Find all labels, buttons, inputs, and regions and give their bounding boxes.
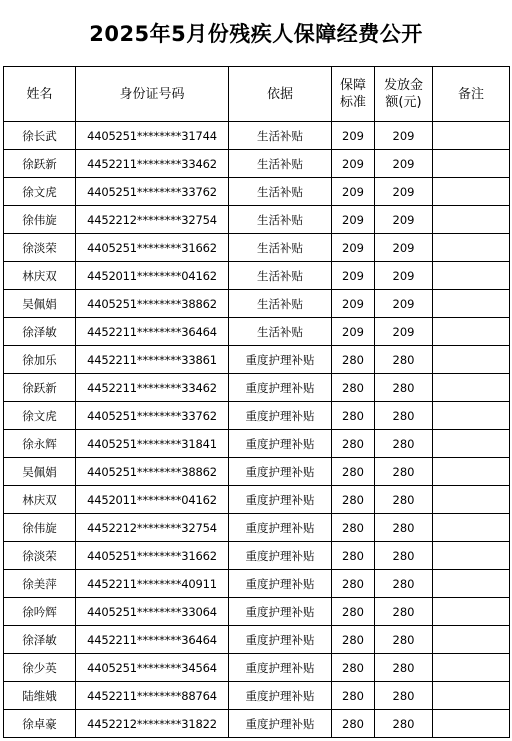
cell-standard: 280 — [332, 710, 375, 738]
cell-standard: 280 — [332, 486, 375, 514]
cell-standard: 280 — [332, 402, 375, 430]
cell-name: 徐淡荣 — [4, 542, 76, 570]
cell-amount: 209 — [375, 318, 433, 346]
cell-basis: 重度护理补贴 — [229, 598, 332, 626]
cell-id: 4452212********31822 — [76, 710, 229, 738]
cell-basis: 重度护理补贴 — [229, 682, 332, 710]
cell-id: 4405251********31744 — [76, 122, 229, 150]
cell-standard: 209 — [332, 262, 375, 290]
cell-name: 徐伟旋 — [4, 206, 76, 234]
cell-basis: 生活补贴 — [229, 318, 332, 346]
table-row — [4, 654, 510, 682]
cell-name: 徐泽敏 — [4, 318, 76, 346]
cell-id: 4405251********33064 — [76, 598, 229, 626]
cell-amount: 280 — [375, 542, 433, 570]
header-standard-line1: 保障 — [339, 78, 366, 93]
header-amount-line1: 发放金 — [383, 78, 423, 93]
cell-name: 吴佩娟 — [4, 290, 76, 318]
cell-name: 徐跃新 — [4, 150, 76, 178]
cell-amount: 280 — [375, 626, 433, 654]
cell-id: 4405251********33762 — [76, 178, 229, 206]
cell-remark — [433, 346, 510, 374]
cell-id: 4452212********32754 — [76, 206, 229, 234]
cell-remark — [433, 626, 510, 654]
cell-name: 徐泽敏 — [4, 626, 76, 654]
cell-name: 陆维娥 — [4, 682, 76, 710]
table-row — [4, 290, 510, 318]
header-id: 身份证号码 — [76, 67, 229, 122]
cell-name: 徐伟旋 — [4, 514, 76, 542]
page-title: 2025年5月份残疾人保障经费公开 — [89, 22, 423, 46]
cell-standard: 280 — [332, 374, 375, 402]
cell-standard: 280 — [332, 682, 375, 710]
cell-remark — [433, 486, 510, 514]
cell-basis: 生活补贴 — [229, 206, 332, 234]
cell-amount: 280 — [375, 430, 433, 458]
cell-name: 徐美萍 — [4, 570, 76, 598]
cell-remark — [433, 234, 510, 262]
cell-amount: 280 — [375, 598, 433, 626]
cell-basis: 生活补贴 — [229, 178, 332, 206]
cell-name: 徐吟辉 — [4, 598, 76, 626]
cell-basis: 重度护理补贴 — [229, 486, 332, 514]
table-row — [4, 150, 510, 178]
header-standard-line2: 标准 — [339, 95, 366, 110]
cell-remark — [433, 570, 510, 598]
table-row — [4, 486, 510, 514]
cell-amount: 280 — [375, 654, 433, 682]
table-row — [4, 122, 510, 150]
table-row — [4, 178, 510, 206]
header-amount — [375, 67, 433, 122]
cell-amount: 280 — [375, 402, 433, 430]
cell-standard: 209 — [332, 122, 375, 150]
table-body — [4, 122, 510, 738]
cell-amount: 209 — [375, 178, 433, 206]
cell-standard: 280 — [332, 570, 375, 598]
header-amount-line2: 额(元) — [385, 95, 422, 110]
cell-name: 徐淡荣 — [4, 234, 76, 262]
header-basis: 依据 — [229, 67, 332, 122]
table-row — [4, 318, 510, 346]
cell-amount: 280 — [375, 710, 433, 738]
cell-remark — [433, 206, 510, 234]
cell-id: 4405251********38862 — [76, 458, 229, 486]
cell-remark — [433, 402, 510, 430]
cell-name: 吴佩娟 — [4, 458, 76, 486]
cell-amount: 209 — [375, 262, 433, 290]
cell-name: 徐卓豪 — [4, 710, 76, 738]
cell-name: 徐少英 — [4, 654, 76, 682]
cell-amount: 280 — [375, 570, 433, 598]
cell-standard: 280 — [332, 346, 375, 374]
cell-id: 4452011********04162 — [76, 262, 229, 290]
table-row — [4, 346, 510, 374]
cell-id: 4405251********38862 — [76, 290, 229, 318]
cell-remark — [433, 122, 510, 150]
cell-basis: 生活补贴 — [229, 262, 332, 290]
cell-remark — [433, 598, 510, 626]
header-remark: 备注 — [433, 67, 510, 122]
cell-basis: 重度护理补贴 — [229, 710, 332, 738]
cell-remark — [433, 290, 510, 318]
cell-name: 徐跃新 — [4, 374, 76, 402]
table-row — [4, 570, 510, 598]
cell-standard: 280 — [332, 430, 375, 458]
cell-remark — [433, 374, 510, 402]
cell-remark — [433, 458, 510, 486]
cell-basis: 生活补贴 — [229, 234, 332, 262]
cell-remark — [433, 542, 510, 570]
cell-standard: 280 — [332, 514, 375, 542]
cell-standard: 280 — [332, 654, 375, 682]
cell-basis: 重度护理补贴 — [229, 626, 332, 654]
cell-id: 4452211********40911 — [76, 570, 229, 598]
table-header-row — [4, 67, 510, 122]
cell-standard: 209 — [332, 206, 375, 234]
cell-standard: 280 — [332, 458, 375, 486]
table-row — [4, 402, 510, 430]
header-name: 姓名 — [4, 67, 76, 122]
cell-id: 4405251********31662 — [76, 542, 229, 570]
cell-id: 4452211********36464 — [76, 626, 229, 654]
cell-amount: 280 — [375, 374, 433, 402]
cell-id: 4452212********32754 — [76, 514, 229, 542]
cell-remark — [433, 150, 510, 178]
cell-basis: 重度护理补贴 — [229, 458, 332, 486]
table-row — [4, 710, 510, 738]
table-row — [4, 234, 510, 262]
cell-amount: 209 — [375, 122, 433, 150]
cell-amount: 209 — [375, 206, 433, 234]
cell-standard: 280 — [332, 598, 375, 626]
cell-id: 4405251********33762 — [76, 402, 229, 430]
cell-name: 徐永辉 — [4, 430, 76, 458]
cell-name: 林庆双 — [4, 486, 76, 514]
table-row — [4, 430, 510, 458]
cell-id: 4405251********31841 — [76, 430, 229, 458]
cell-name: 徐文虎 — [4, 402, 76, 430]
cell-basis: 生活补贴 — [229, 290, 332, 318]
cell-remark — [433, 710, 510, 738]
cell-basis: 重度护理补贴 — [229, 374, 332, 402]
table-row — [4, 206, 510, 234]
cell-id: 4452011********04162 — [76, 486, 229, 514]
cell-id: 4452211********33861 — [76, 346, 229, 374]
cell-standard: 209 — [332, 234, 375, 262]
cell-remark — [433, 654, 510, 682]
cell-amount: 209 — [375, 290, 433, 318]
cell-basis: 生活补贴 — [229, 150, 332, 178]
header-standard — [332, 67, 375, 122]
cell-basis: 重度护理补贴 — [229, 570, 332, 598]
cell-standard: 280 — [332, 626, 375, 654]
cell-standard: 209 — [332, 290, 375, 318]
cell-basis: 重度护理补贴 — [229, 430, 332, 458]
cell-remark — [433, 262, 510, 290]
cell-basis: 重度护理补贴 — [229, 402, 332, 430]
cell-id: 4405251********31662 — [76, 234, 229, 262]
table-row — [4, 262, 510, 290]
cell-id: 4452211********33462 — [76, 150, 229, 178]
cell-id: 4405251********34564 — [76, 654, 229, 682]
cell-remark — [433, 682, 510, 710]
table-row — [4, 458, 510, 486]
cell-standard: 209 — [332, 178, 375, 206]
cell-basis: 生活补贴 — [229, 122, 332, 150]
subsidy-table — [3, 66, 510, 738]
cell-amount: 280 — [375, 682, 433, 710]
cell-name: 徐长武 — [4, 122, 76, 150]
cell-id: 4452211********36464 — [76, 318, 229, 346]
table-row — [4, 542, 510, 570]
table-row — [4, 374, 510, 402]
cell-standard: 280 — [332, 542, 375, 570]
cell-name: 徐文虎 — [4, 178, 76, 206]
cell-basis: 重度护理补贴 — [229, 542, 332, 570]
cell-standard: 209 — [332, 150, 375, 178]
cell-amount: 280 — [375, 486, 433, 514]
cell-amount: 280 — [375, 458, 433, 486]
cell-basis: 重度护理补贴 — [229, 654, 332, 682]
cell-basis: 重度护理补贴 — [229, 346, 332, 374]
cell-standard: 209 — [332, 318, 375, 346]
cell-amount: 280 — [375, 514, 433, 542]
cell-remark — [433, 430, 510, 458]
cell-id: 4452211********88764 — [76, 682, 229, 710]
table-row — [4, 514, 510, 542]
cell-name: 徐加乐 — [4, 346, 76, 374]
cell-name: 林庆双 — [4, 262, 76, 290]
cell-id: 4452211********33462 — [76, 374, 229, 402]
table-row — [4, 682, 510, 710]
cell-basis: 重度护理补贴 — [229, 514, 332, 542]
cell-remark — [433, 178, 510, 206]
cell-remark — [433, 318, 510, 346]
cell-amount: 209 — [375, 234, 433, 262]
table-row — [4, 598, 510, 626]
cell-amount: 280 — [375, 346, 433, 374]
table-row — [4, 626, 510, 654]
cell-amount: 209 — [375, 150, 433, 178]
cell-remark — [433, 514, 510, 542]
